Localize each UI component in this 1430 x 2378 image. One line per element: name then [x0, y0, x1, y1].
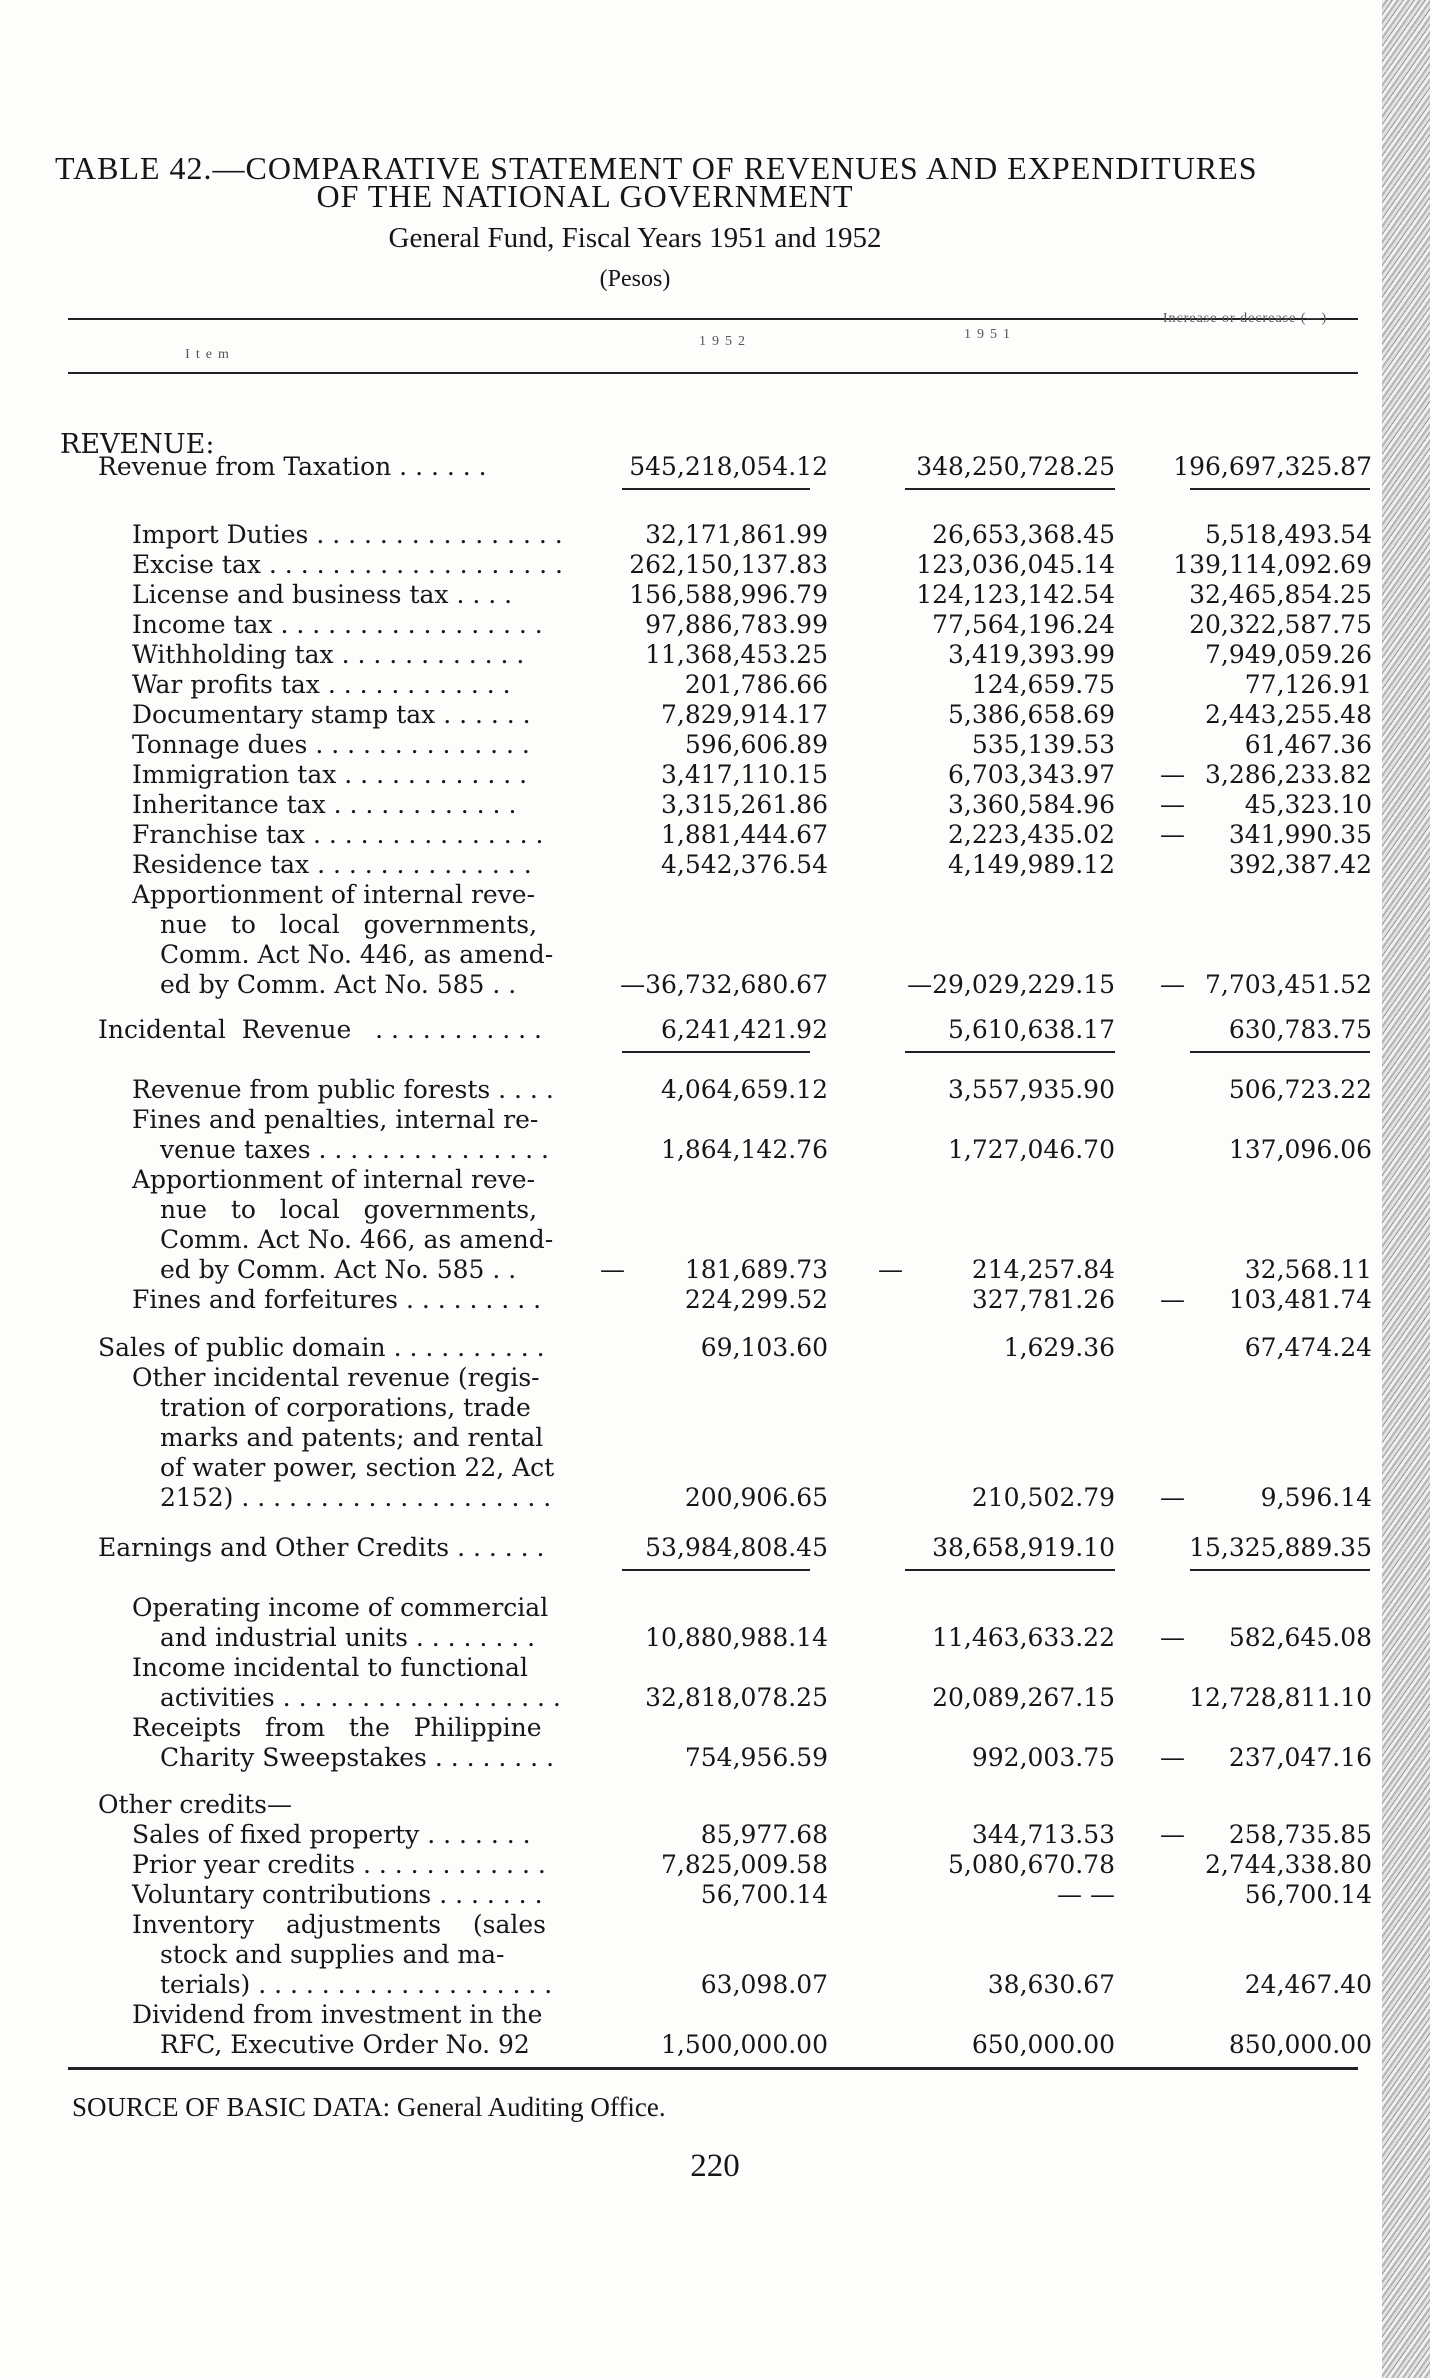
table-end-rule [68, 2067, 1358, 2070]
row-label: Apportionment of internal reve- [132, 880, 536, 909]
table-row [0, 1225, 1430, 1255]
value-1952: 1,500,000.00 [661, 2030, 828, 2059]
row-label: nue to local governments, [160, 1195, 538, 1224]
table-row [0, 1015, 1430, 1045]
table-row [0, 520, 1430, 550]
value-change: 196,697,325.87 [1173, 452, 1372, 481]
value-1951: 344,713.53 [971, 1820, 1115, 1849]
row-label: Apportionment of internal reve- [132, 1165, 536, 1194]
value-1952: 545,218,054.12 [629, 452, 828, 481]
table-row [0, 1333, 1430, 1363]
row-label: Charity Sweepstakes . . . . . . . . [160, 1743, 555, 1772]
row-label: Comm. Act No. 446, as amend- [160, 940, 554, 969]
value-1952: 3,315,261.86 [661, 790, 828, 819]
value-1951: 77,564,196.24 [932, 610, 1115, 639]
subtotal-rule [1190, 1051, 1370, 1053]
value-change: 630,783.75 [1228, 1015, 1372, 1044]
header-bottom-rule [68, 372, 1358, 374]
value-1951: 5,610,638.17 [948, 1015, 1115, 1044]
table-row [0, 820, 1430, 850]
row-label: Income tax . . . . . . . . . . . . . . . . . [132, 610, 543, 639]
value-1952: 69,103.60 [700, 1333, 828, 1362]
table-row [0, 1683, 1430, 1713]
value-1951: 2,223,435.02 [948, 820, 1115, 849]
row-label: Income incidental to functional [132, 1653, 528, 1682]
row-label: Inventory adjustments (sales [132, 1910, 546, 1939]
row-label: venue taxes . . . . . . . . . . . . . . . [160, 1135, 549, 1164]
value-1951: 4,149,989.12 [948, 850, 1115, 879]
value-change: 24,467.40 [1244, 1970, 1372, 1999]
row-label: Inheritance tax . . . . . . . . . . . . [132, 790, 517, 819]
row-label: Immigration tax . . . . . . . . . . . . [132, 760, 528, 789]
col-header-1951: 1951 [964, 327, 1016, 342]
value-1951: 11,463,633.22 [932, 1623, 1115, 1652]
row-label: REVENUE: [60, 429, 215, 460]
row-label: marks and patents; and rental [160, 1423, 544, 1452]
row-label: Operating income of commercial [132, 1593, 549, 1622]
table-row [0, 1790, 1430, 1820]
table-title-line2: OF THE NATIONAL GOVERNMENT [316, 178, 854, 214]
negative-dash-change: — [1160, 760, 1185, 789]
value-1951: 5,080,670.78 [948, 1850, 1115, 1879]
row-label: Residence tax . . . . . . . . . . . . . . [132, 850, 532, 879]
row-label: War profits tax . . . . . . . . . . . . [132, 670, 511, 699]
table-row [0, 1165, 1430, 1195]
value-1952: 85,977.68 [700, 1820, 828, 1849]
table-row [0, 1653, 1430, 1683]
subtotal-rule [905, 488, 1115, 490]
row-label: stock and supplies and ma- [160, 1940, 505, 1969]
value-1951: — — [1057, 1880, 1115, 1909]
table-title: TABLE 42.—COMPARATIVE STATEMENT OF REVENUES AND EXPENDITURES [55, 150, 1258, 186]
value-change: 56,700.14 [1244, 1880, 1372, 1909]
row-label: Revenue from public forests . . . . [132, 1075, 554, 1104]
negative-dash-change: — [1160, 1820, 1185, 1849]
table-row [0, 1940, 1430, 1970]
value-change: 137,096.06 [1228, 1135, 1372, 1164]
table-row [0, 452, 1430, 482]
value-1951: 20,089,267.15 [932, 1683, 1115, 1712]
row-label: ed by Comm. Act No. 585 . . [160, 1255, 517, 1284]
value-1952: 4,064,659.12 [661, 1075, 828, 1104]
value-1951: 650,000.00 [971, 2030, 1115, 2059]
table-row [0, 940, 1430, 970]
subtotal-rule [905, 1569, 1115, 1571]
negative-dash-1952: — [600, 1255, 625, 1284]
row-label: Sales of public domain . . . . . . . . . . [98, 1333, 545, 1362]
subtotal-rule [622, 1051, 810, 1053]
table-row [0, 700, 1430, 730]
value-1952: 97,886,783.99 [645, 610, 828, 639]
value-1952: 181,689.73 [684, 1255, 828, 1284]
table-row [0, 1880, 1430, 1910]
col-header-change: Increase or decrease (—) [1162, 311, 1328, 326]
value-change: 850,000.00 [1228, 2030, 1372, 2059]
scanned-page-edge [1382, 0, 1430, 2378]
negative-dash-1951: — [878, 1255, 903, 1284]
value-change: 20,322,587.75 [1189, 610, 1372, 639]
row-label: Prior year credits . . . . . . . . . . . . [132, 1850, 546, 1879]
table-row [0, 1453, 1430, 1483]
row-label: RFC, Executive Order No. 92 [160, 2030, 530, 2059]
value-1951: 327,781.26 [971, 1285, 1115, 1314]
value-1951: 992,003.75 [971, 1743, 1115, 1772]
value-change: 32,568.11 [1244, 1255, 1372, 1284]
value-1951: 38,658,919.10 [932, 1533, 1115, 1562]
value-change: 61,467.36 [1244, 730, 1372, 759]
row-label: Sales of fixed property . . . . . . . [132, 1820, 531, 1849]
value-1952: 224,299.52 [684, 1285, 828, 1314]
negative-dash-change: — [1160, 1743, 1185, 1772]
value-1951: 535,139.53 [971, 730, 1115, 759]
row-label: Revenue from Taxation . . . . . . [98, 452, 487, 481]
value-1952: 4,542,376.54 [661, 850, 828, 879]
negative-dash-change: — [1160, 1483, 1185, 1512]
value-1951: 124,659.75 [971, 670, 1115, 699]
value-change: 506,723.22 [1228, 1075, 1372, 1104]
value-change: 7,949,059.26 [1205, 640, 1372, 669]
table-row [0, 760, 1430, 790]
row-label: Other credits— [98, 1790, 292, 1819]
row-label: Incidental Revenue . . . . . . . . . . . [98, 1015, 542, 1044]
value-1951: 3,557,935.90 [948, 1075, 1115, 1104]
table-row [0, 1623, 1430, 1653]
row-label: Earnings and Other Credits . . . . . . [98, 1533, 545, 1562]
value-1951: 1,629.36 [1003, 1333, 1115, 1362]
value-1951: 6,703,343.97 [948, 760, 1115, 789]
row-label: Fines and forfeitures . . . . . . . . . [132, 1285, 542, 1314]
table-row [0, 1593, 1430, 1623]
row-label: Other incidental revenue (regis- [132, 1363, 540, 1392]
table-row [0, 970, 1430, 1000]
table-row [0, 2030, 1430, 2060]
table-row [0, 1970, 1430, 2000]
table-row [0, 1393, 1430, 1423]
subtotal-rule [1190, 1569, 1370, 1571]
value-1952: —36,732,680.67 [620, 970, 828, 999]
table-subtitle: General Fund, Fiscal Years 1951 and 1952 [388, 222, 882, 254]
table-row [0, 1483, 1430, 1513]
row-label: Dividend from investment in the [132, 2000, 543, 2029]
table-row [0, 1533, 1430, 1563]
value-change: 7,703,451.52 [1205, 970, 1372, 999]
row-label: tration of corporations, trade [160, 1393, 531, 1422]
value-1951: 123,036,045.14 [916, 550, 1115, 579]
value-change: 139,114,092.69 [1173, 550, 1372, 579]
value-1952: 32,818,078.25 [645, 1683, 828, 1712]
table-row [0, 1910, 1430, 1940]
value-change: 103,481.74 [1228, 1285, 1372, 1314]
value-change: 15,325,889.35 [1189, 1533, 1372, 1562]
table-row [0, 880, 1430, 910]
value-1952: 11,368,453.25 [645, 640, 828, 669]
negative-dash-change: — [1160, 1285, 1185, 1314]
negative-dash-change: — [1160, 790, 1185, 819]
row-label: Fines and penalties, internal re- [132, 1105, 539, 1134]
col-header-item: Item [185, 347, 235, 362]
row-label: Tonnage dues . . . . . . . . . . . . . . [132, 730, 530, 759]
value-1952: 6,241,421.92 [661, 1015, 828, 1044]
value-change: 77,126.91 [1244, 670, 1372, 699]
value-1952: 3,417,110.15 [661, 760, 828, 789]
table-row [0, 1363, 1430, 1393]
table-row [0, 730, 1430, 760]
row-label: Comm. Act No. 466, as amend- [160, 1225, 554, 1254]
negative-dash-change: — [1160, 1623, 1185, 1652]
value-change: 237,047.16 [1228, 1743, 1372, 1772]
table-row [0, 1820, 1430, 1850]
table-row [0, 910, 1430, 940]
table-row [0, 1850, 1430, 1880]
table-row [0, 1105, 1430, 1135]
value-change: 392,387.42 [1228, 850, 1372, 879]
row-label: Franchise tax . . . . . . . . . . . . . . . [132, 820, 544, 849]
value-1952: 754,956.59 [684, 1743, 828, 1772]
value-change: 3,286,233.82 [1205, 760, 1372, 789]
row-label: Receipts from the Philippine [132, 1713, 542, 1742]
table-row [0, 580, 1430, 610]
row-label: License and business tax . . . . [132, 580, 513, 609]
value-1952: 7,829,914.17 [661, 700, 828, 729]
value-change: 2,744,338.80 [1205, 1850, 1372, 1879]
value-1952: 10,880,988.14 [645, 1623, 828, 1652]
table-row [0, 610, 1430, 640]
row-label: Import Duties . . . . . . . . . . . . . . . . [132, 520, 563, 549]
table-row [0, 790, 1430, 820]
table-row [0, 550, 1430, 580]
subtotal-rule [905, 1051, 1115, 1053]
value-change: 258,735.85 [1228, 1820, 1372, 1849]
negative-dash-change: — [1160, 820, 1185, 849]
value-1951: 5,386,658.69 [948, 700, 1115, 729]
value-change: 5,518,493.54 [1205, 520, 1372, 549]
table-row [0, 1195, 1430, 1225]
subtotal-rule [622, 488, 810, 490]
value-1952: 1,864,142.76 [661, 1135, 828, 1164]
value-1952: 53,984,808.45 [645, 1533, 828, 1562]
source-note: SOURCE OF BASIC DATA: General Auditing Office. [72, 2092, 666, 2122]
table-row [0, 1423, 1430, 1453]
value-change: 67,474.24 [1244, 1333, 1372, 1362]
value-change: 12,728,811.10 [1189, 1683, 1372, 1712]
row-label: and industrial units . . . . . . . . [160, 1623, 536, 1652]
row-label: ed by Comm. Act No. 585 . . [160, 970, 517, 999]
value-1952: 596,606.89 [684, 730, 828, 759]
table-row [0, 2000, 1430, 2030]
value-1951: 124,123,142.54 [916, 580, 1115, 609]
row-label: activities . . . . . . . . . . . . . . . . . . [160, 1683, 561, 1712]
value-change: 582,645.08 [1228, 1623, 1372, 1652]
value-1951: 210,502.79 [971, 1483, 1115, 1512]
table-row [0, 1255, 1430, 1285]
row-label: terials) . . . . . . . . . . . . . . . . . . . [160, 1970, 553, 1999]
value-1951: —29,029,229.15 [907, 970, 1115, 999]
value-1952: 201,786.66 [684, 670, 828, 699]
table-row [0, 1713, 1430, 1743]
value-change: 341,990.35 [1228, 820, 1372, 849]
row-label: of water power, section 22, Act [160, 1453, 555, 1482]
table-row [0, 850, 1430, 880]
value-1951: 26,653,368.45 [932, 520, 1115, 549]
table-row [0, 1285, 1430, 1315]
table-row [0, 1135, 1430, 1165]
negative-dash-change: — [1160, 970, 1185, 999]
unit-label: (Pesos) [599, 266, 671, 292]
table-row [0, 1743, 1430, 1773]
value-1951: 3,360,584.96 [948, 790, 1115, 819]
value-change: 45,323.10 [1244, 790, 1372, 819]
value-1951: 3,419,393.99 [948, 640, 1115, 669]
value-1952: 63,098.07 [700, 1970, 828, 1999]
row-label: Documentary stamp tax . . . . . . [132, 700, 531, 729]
value-1951: 1,727,046.70 [948, 1135, 1115, 1164]
col-header-1952: 1952 [699, 334, 751, 349]
row-label: nue to local governments, [160, 910, 538, 939]
value-change: 32,465,854.25 [1189, 580, 1372, 609]
value-change: 9,596.14 [1260, 1483, 1372, 1512]
row-label: Voluntary contributions . . . . . . . [132, 1880, 543, 1909]
value-change: 2,443,255.48 [1205, 700, 1372, 729]
subtotal-rule [622, 1569, 810, 1571]
table-row [0, 1075, 1430, 1105]
value-1952: 200,906.65 [684, 1483, 828, 1512]
value-1951: 38,630.67 [987, 1970, 1115, 1999]
value-1952: 262,150,137.83 [629, 550, 828, 579]
value-1952: 56,700.14 [700, 1880, 828, 1909]
table-row [0, 640, 1430, 670]
value-1952: 7,825,009.58 [661, 1850, 828, 1879]
value-1951: 214,257.84 [971, 1255, 1115, 1284]
table-row [0, 670, 1430, 700]
page-number: 220 [690, 2148, 740, 2184]
value-1952: 1,881,444.67 [661, 820, 828, 849]
value-1951: 348,250,728.25 [916, 452, 1115, 481]
subtotal-rule [1190, 488, 1370, 490]
row-label: Excise tax . . . . . . . . . . . . . . . . . . . [132, 550, 563, 579]
row-label: Withholding tax . . . . . . . . . . . . [132, 640, 525, 669]
value-1952: 156,588,996.79 [629, 580, 828, 609]
value-1952: 32,171,861.99 [645, 520, 828, 549]
row-label: 2152) . . . . . . . . . . . . . . . . . . . . [160, 1483, 552, 1512]
